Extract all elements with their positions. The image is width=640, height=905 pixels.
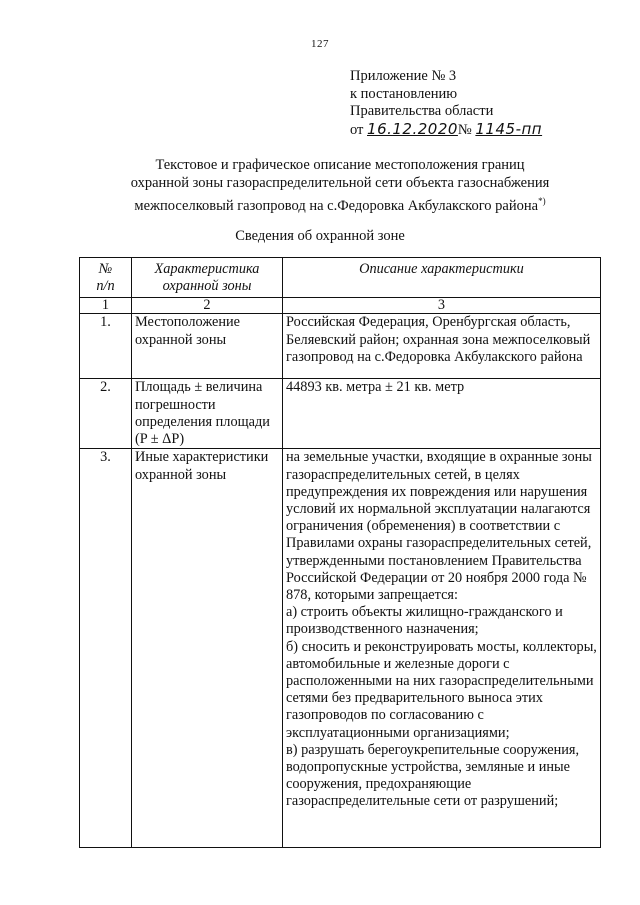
column-number-row	[80, 298, 601, 314]
header-characteristic	[132, 258, 283, 298]
row-description: на земельные участки, входящие в охранные зоны газораспределительных сетей, в целях предупреждения их повреждения или нарушения условий их нормальной эксплуатации налагаются ограничения (обременения) в соответствии с Правилами охраны газораспределительных сетей, утвержденными постановлением Правительства Российской Федерации от 20 ноября 2000 года № 878, которыми запрещается:	[286, 449, 592, 604]
column-number-1: 1	[80, 298, 132, 314]
title-footnote-mark: *)	[538, 196, 546, 206]
column-number-2: 2	[132, 298, 283, 314]
row-number: 3.	[80, 449, 132, 848]
title-line-2: охранной зоны газораспределительной сети объекта газоснабжения	[130, 175, 550, 191]
row-number: 1.	[80, 314, 132, 379]
header-characteristic-line-1: Характеристика	[154, 261, 260, 277]
column-number-3: 3	[283, 298, 601, 314]
table-row	[80, 314, 601, 379]
appendix-line-2: к постановлению	[350, 85, 458, 102]
table-row	[80, 449, 601, 848]
title-line-3-wrap	[80, 192, 600, 215]
row-characteristic: Местоположение охранной зоны	[132, 314, 283, 379]
document-title	[80, 156, 600, 215]
appendix-line-3: Правительства области	[350, 103, 494, 119]
appendix-block	[350, 68, 542, 139]
table-header-row	[80, 258, 601, 298]
header-characteristic-line-2: охранной зоны	[162, 278, 252, 295]
row-number: 2.	[80, 379, 132, 449]
page-number: 127	[311, 38, 329, 50]
header-number	[80, 258, 132, 298]
row-characteristic: Площадь ± величина погрешности определения площади (P ± ΔP)	[132, 379, 283, 449]
title-line-3: межпоселковый газопровод на с.Федоровка Акбулакского района	[134, 197, 539, 214]
row-description-cell	[283, 449, 601, 848]
appendix-from-prefix: от	[350, 121, 364, 138]
restriction-item: в) разрушать берегоукрепительные сооружения, водопропускные устройства, земляные и иные сооружения, предохраняющие газораспределительные сети от разрушений;	[286, 741, 580, 810]
section-subtitle: Сведения об охранной зоне	[235, 228, 405, 244]
appendix-line-1: Приложение № 3	[350, 68, 457, 84]
header-number-line-1: №	[98, 261, 113, 277]
appendix-doc-number: 1145-пп	[475, 119, 543, 138]
appendix-number-sign: №	[457, 121, 472, 138]
table-row	[80, 379, 601, 449]
header-description: Описание характеристики	[283, 258, 601, 298]
header-number-line-2: п/п	[96, 278, 115, 295]
row-description: Российская Федерация, Оренбургская область, Беляевский район; охранная зона межпоселковый газопровод на с.Федоровка Акбулакского района	[283, 314, 601, 379]
appendix-date: 16.12.2020	[367, 119, 458, 138]
appendix-date-line	[350, 121, 542, 140]
title-line-1: Текстовое и графическое описание местоположения границ	[155, 157, 525, 173]
restriction-item: б) сносить и реконструировать мосты, коллекторы, автомобильные и железные дороги с расположенными на них газораспределительными сетями без предварительного выноса этих газопроводов по согласованию с эксплуатационными организациями;	[286, 638, 597, 741]
restriction-item: а) строить объекты жилищно-гражданского и производственного назначения;	[286, 604, 563, 638]
row-characteristic: Иные характеристики охранной зоны	[132, 449, 283, 848]
zone-info-table	[79, 257, 601, 848]
row-description: 44893 кв. метра ± 21 кв. метр	[283, 379, 601, 449]
